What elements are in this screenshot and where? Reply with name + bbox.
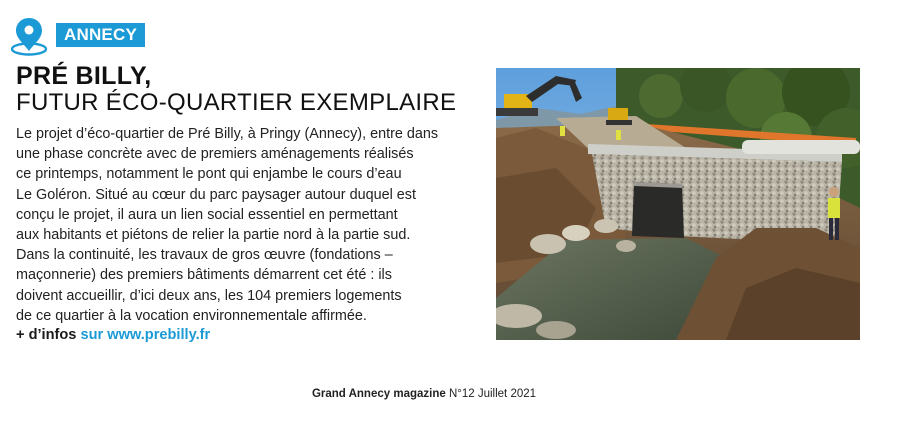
body-line: de ce quartier à la vocation environnementale affirmée. — [16, 307, 367, 324]
construction-photo — [496, 68, 860, 340]
location-pin-icon — [10, 16, 48, 56]
magazine-name: Grand Annecy magazine — [311, 388, 446, 400]
body-line: conçu le projet, il aura un lien social essentiel en permettant — [16, 206, 398, 223]
body-line: une phase concrète avec de premiers aménagements réalisés — [16, 146, 414, 163]
article-body — [16, 124, 476, 326]
article-title: PRÉ BILLY, — [16, 62, 152, 90]
body-line: aux habitants et piétons de relier la partie nord à la partie sud. — [16, 227, 411, 244]
more-info-lead: + d’infos — [16, 327, 77, 343]
body-line: Le Goléron. Situé au cœur du parc paysager autour duquel est — [16, 186, 416, 203]
page-footer — [0, 388, 848, 400]
article-subtitle: FUTUR ÉCO-QUARTIER EXEMPLAIRE — [16, 89, 457, 116]
body-line: Le projet d’éco-quartier de Pré Billy, à Pringy (Annecy), entre dans — [16, 126, 439, 142]
location-tag: ANNECY — [56, 23, 145, 47]
body-line: doivent accueillir, d’ici deux ans, les 104 premiers logements — [16, 287, 402, 304]
more-info — [16, 327, 210, 343]
body-line: maçonnerie) des premiers bâtiments démarrent cet été : ils — [16, 267, 392, 284]
more-info-link[interactable]: sur www.prebilly.fr — [80, 327, 211, 343]
body-line: ce printemps, notamment le pont qui enjambe le cours d’eau — [16, 166, 402, 183]
body-line: Dans la continuité, les travaux de gros œuvre (fondations – — [16, 247, 393, 264]
issue-info: N°12 Juillet 2021 — [448, 388, 537, 400]
